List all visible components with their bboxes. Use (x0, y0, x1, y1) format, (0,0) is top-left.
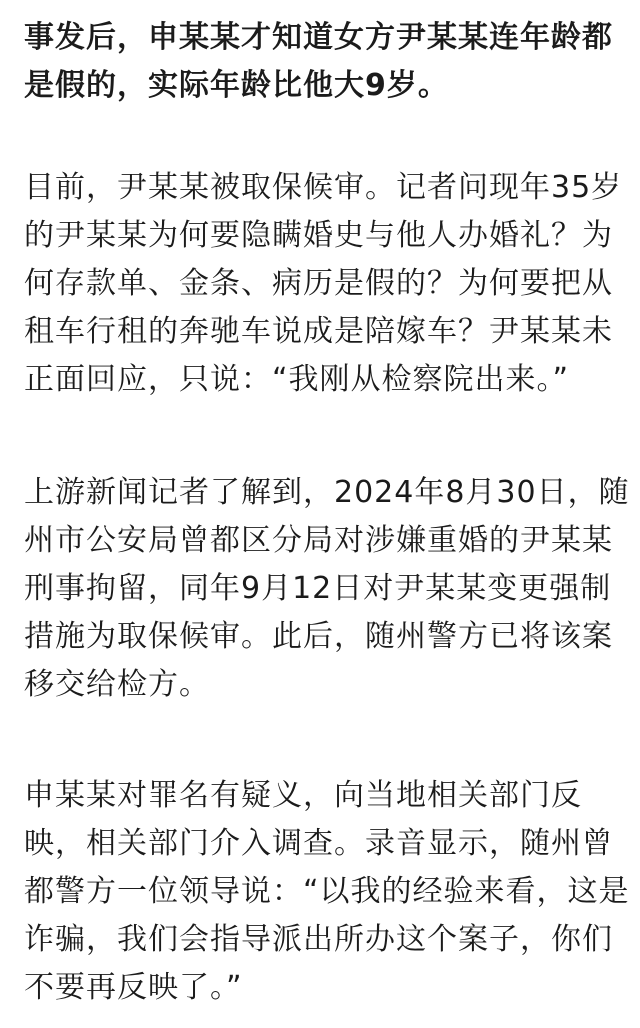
text-line: 不要再反映了。” (24, 970, 243, 1005)
text-line: 上游新闻记者了解到，2024年8月30日，随 (24, 475, 630, 510)
text-line: 正面回应，只说：“我刚从检察院出来。” (24, 362, 570, 397)
text-line: 映，相关部门介入调查。录音显示，随州曾 (24, 826, 613, 861)
text-line: 目前，尹某某被取保候审。记者问现年35岁 (24, 170, 623, 205)
paragraph-4 (24, 772, 630, 1012)
text-line: 州市公安局曾都区分局对涉嫌重婚的尹某某 (24, 523, 613, 558)
text-line: 移交给检方。 (24, 667, 210, 702)
text-line: 租车行租的奔驰车说成是陪嫁车？尹某某未 (24, 314, 613, 349)
text-line: 措施为取保候审。此后，随州警方已将该案 (24, 619, 613, 654)
text-line: 何存款单、金条、病历是假的？为何要把从 (24, 266, 613, 301)
text-line: 是假的，实际年龄比他大9岁。 (24, 68, 449, 103)
text-line: 诈骗，我们会指导派出所办这个案子，你们 (24, 922, 613, 957)
text-line: 都警方一位领导说：“以我的经验来看，这是 (24, 874, 630, 909)
paragraph-2 (24, 164, 622, 404)
text-line: 的尹某某为何要隐瞒婚史与他人办婚礼？为 (24, 218, 613, 253)
text-line: 事发后，申某某才知道女方尹某某连年龄都 (24, 20, 613, 55)
text-line: 申某某对罪名有疑义，向当地相关部门反 (24, 778, 582, 813)
paragraph-3 (24, 469, 630, 709)
paragraph-1 (24, 14, 613, 110)
text-line: 刑事拘留，同年9月12日对尹某某变更强制 (24, 571, 612, 606)
